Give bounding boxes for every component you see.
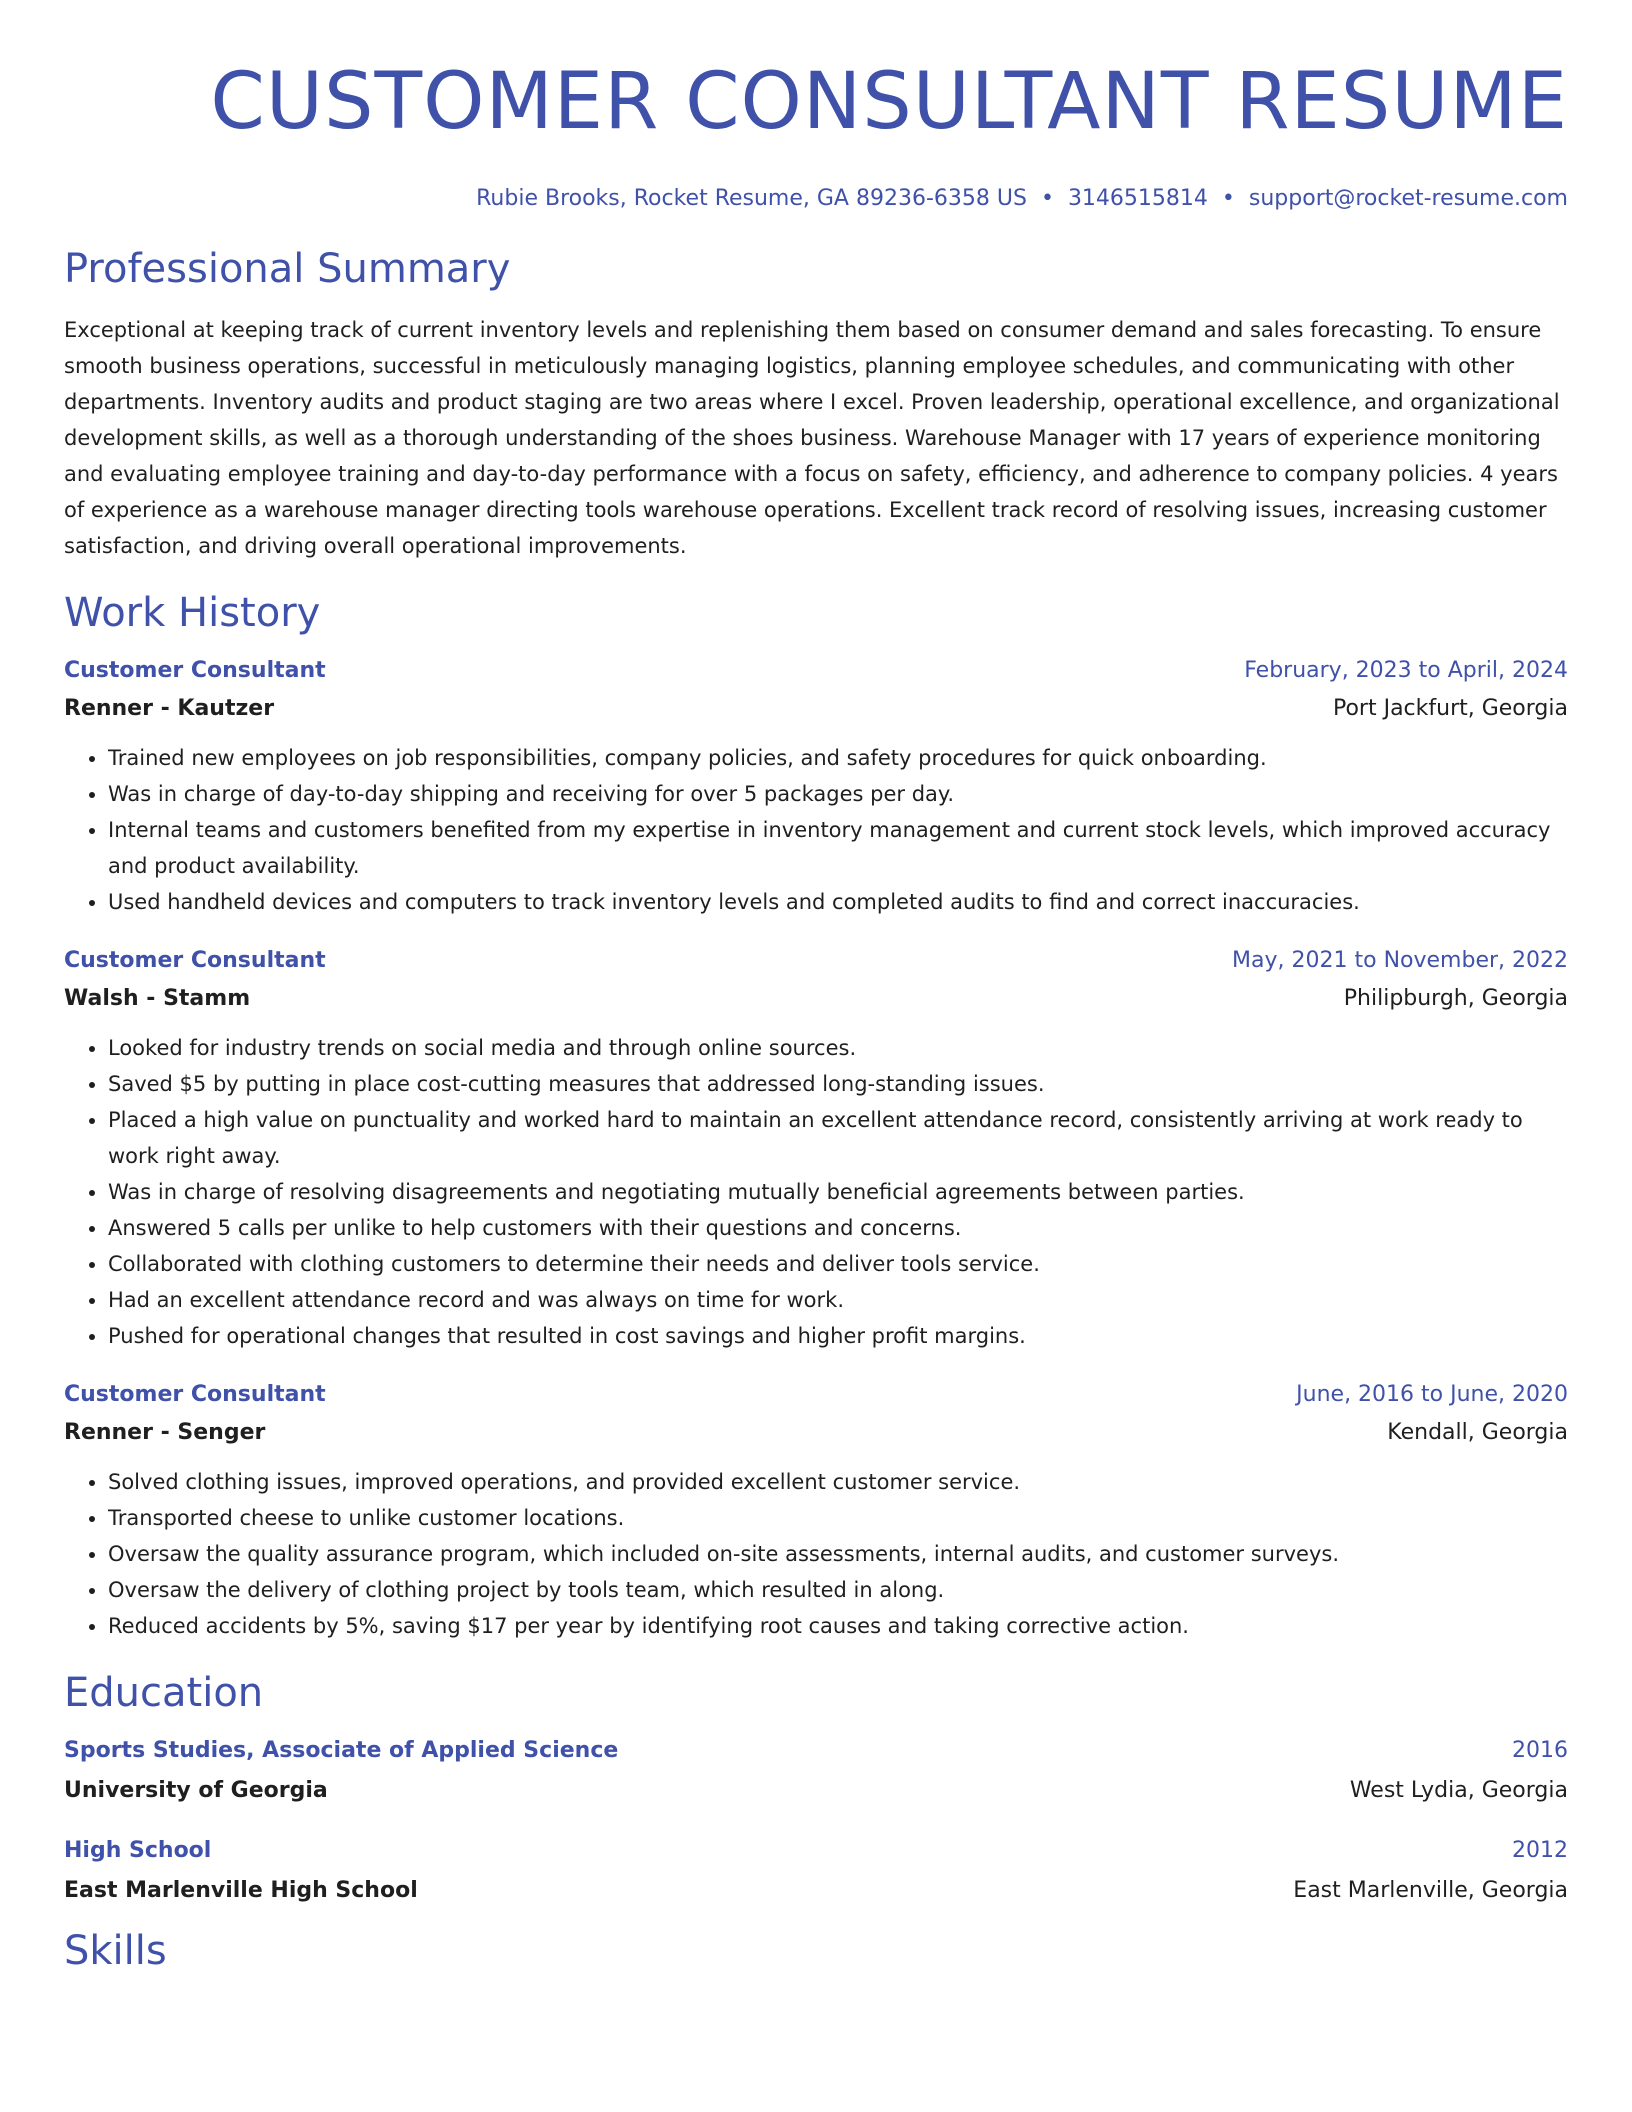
job-title: Customer Consultant — [64, 658, 326, 683]
employer-name: Renner - Senger — [64, 1420, 266, 1445]
contact-address: Rubie Brooks, Rocket Resume, GA 89236-6358 US — [476, 186, 1027, 211]
contact-email[interactable]: support@rocket-resume.com — [1248, 186, 1568, 211]
job-bullet: • Oversaw the quality assurance program, which included on-site assessments, internal audits, and customer surveys. — [108, 1536, 1568, 1572]
job-bullet: • Used handheld devices and computers to track inventory levels and completed audits to find and correct inaccuracies. — [108, 884, 1568, 920]
job-location: Philipburgh, Georgia — [1343, 986, 1568, 1011]
job-bullet: • Trained new employees on job responsibilities, company policies, and safety procedures for quick onboarding. — [108, 740, 1568, 776]
summary-heading: Professional Summary — [64, 246, 511, 292]
education-heading: Education — [64, 1670, 264, 1716]
job-title-row — [64, 946, 1568, 976]
education-entry — [64, 1736, 1568, 1806]
summary-section — [64, 244, 1568, 564]
contact-phone: 3146515814 — [1067, 186, 1208, 211]
job-entry — [64, 1380, 1568, 1644]
job-bullet: • Internal teams and customers benefited from my expertise in inventory management and current stock levels, which improved accuracy and product availability. — [108, 812, 1568, 884]
skills-section — [64, 1926, 1568, 1976]
contact-separator: • — [1221, 186, 1235, 211]
work-history-section — [64, 588, 1568, 1644]
job-location: Port Jackfurt, Georgia — [1332, 696, 1568, 721]
job-entry — [64, 946, 1568, 1354]
job-bullet: • Placed a high value on punctuality and worked hard to maintain an excellent attendance record, consistently arriving at work ready to work right away. — [108, 1102, 1568, 1174]
employer-row — [64, 1418, 1568, 1448]
job-bullet: • Was in charge of day-to-day shipping and receiving for over 5 packages per day. — [108, 776, 1568, 812]
job-title: Customer Consultant — [64, 948, 326, 973]
job-location: Kendall, Georgia — [1387, 1420, 1568, 1445]
degree-row — [64, 1736, 1568, 1766]
job-bullet: • Collaborated with clothing customers to determine their needs and deliver tools service. — [108, 1246, 1568, 1282]
employer-row — [64, 984, 1568, 1014]
job-bullets — [64, 1464, 1568, 1644]
job-dates: May, 2021 to November, 2022 — [1232, 948, 1568, 973]
school-row — [64, 1776, 1568, 1806]
degree-name: Sports Studies, Associate of Applied Science — [64, 1738, 619, 1763]
job-dates: June, 2016 to June, 2020 — [1296, 1382, 1568, 1407]
education-section — [64, 1668, 1568, 1906]
job-bullet: • Solved clothing issues, improved operations, and provided excellent customer service. — [108, 1464, 1568, 1500]
school-row — [64, 1876, 1568, 1906]
job-title: Customer Consultant — [64, 1382, 326, 1407]
education-entry — [64, 1836, 1568, 1906]
job-bullet: • Oversaw the delivery of clothing project by tools team, which resulted in along. — [108, 1572, 1568, 1608]
school-name: University of Georgia — [64, 1778, 328, 1803]
job-bullet: • Saved $5 by putting in place cost-cutting measures that addressed long-standing issues. — [108, 1066, 1568, 1102]
job-entry — [64, 656, 1568, 920]
job-bullet: • Pushed for operational changes that resulted in cost savings and higher profit margins. — [108, 1318, 1568, 1354]
job-bullets — [64, 1030, 1568, 1354]
degree-row — [64, 1836, 1568, 1866]
job-bullet: • Answered 5 calls per unlike to help customers with their questions and concerns. — [108, 1210, 1568, 1246]
resume-title: CUSTOMER CONSULTANT RESUME — [210, 57, 1568, 147]
job-bullet: • Reduced accidents by 5%, saving $17 per year by identifying root causes and taking corrective action. — [108, 1608, 1568, 1644]
school-location: East Marlenville, Georgia — [1293, 1878, 1568, 1903]
job-bullets — [64, 740, 1568, 920]
job-title-row — [64, 656, 1568, 686]
job-bullet: • Transported cheese to unlike customer locations. — [108, 1500, 1568, 1536]
contact-separator: • — [1040, 186, 1054, 211]
summary-text: Exceptional at keeping track of current inventory levels and replenishing them based on consumer demand and sales forecasting. To ensure smooth business operations, successful in meticulously managing logistics, planning employee schedules, and communicating with other departments. Inventory audits and product staging are two areas where I excel. Proven leadership, operational excellence, and organizational development skills, as well as a thorough understanding of the shoes business. Warehouse Manager with 17 years of experience monitoring and evaluating employee training and day-to-day performance with a focus on safety, efficiency, and adherence to company policies. 4 years of experience as a warehouse manager directing tools warehouse operations. Excellent track record of resolving issues, increasing customer satisfaction, and driving overall operational improvements. — [64, 318, 1560, 558]
employer-row — [64, 694, 1568, 724]
graduation-year: 2012 — [1512, 1838, 1568, 1863]
employer-name: Renner - Kautzer — [64, 696, 275, 721]
school-name: East Marlenville High School — [64, 1878, 418, 1903]
work-history-heading: Work History — [64, 590, 321, 636]
skills-heading: Skills — [64, 1928, 167, 1974]
graduation-year: 2016 — [1512, 1738, 1568, 1763]
school-location: West Lydia, Georgia — [1349, 1778, 1568, 1803]
job-bullet: • Was in charge of resolving disagreements and negotiating mutually beneficial agreements between parties. — [108, 1174, 1568, 1210]
job-bullet: • Had an excellent attendance record and was always on time for work. — [108, 1282, 1568, 1318]
job-bullet: • Looked for industry trends on social media and through online sources. — [108, 1030, 1568, 1066]
job-title-row — [64, 1380, 1568, 1410]
contact-line — [64, 184, 1568, 214]
job-dates: February, 2023 to April, 2024 — [1244, 658, 1568, 683]
degree-name: High School — [64, 1838, 212, 1863]
employer-name: Walsh - Stamm — [64, 986, 251, 1011]
